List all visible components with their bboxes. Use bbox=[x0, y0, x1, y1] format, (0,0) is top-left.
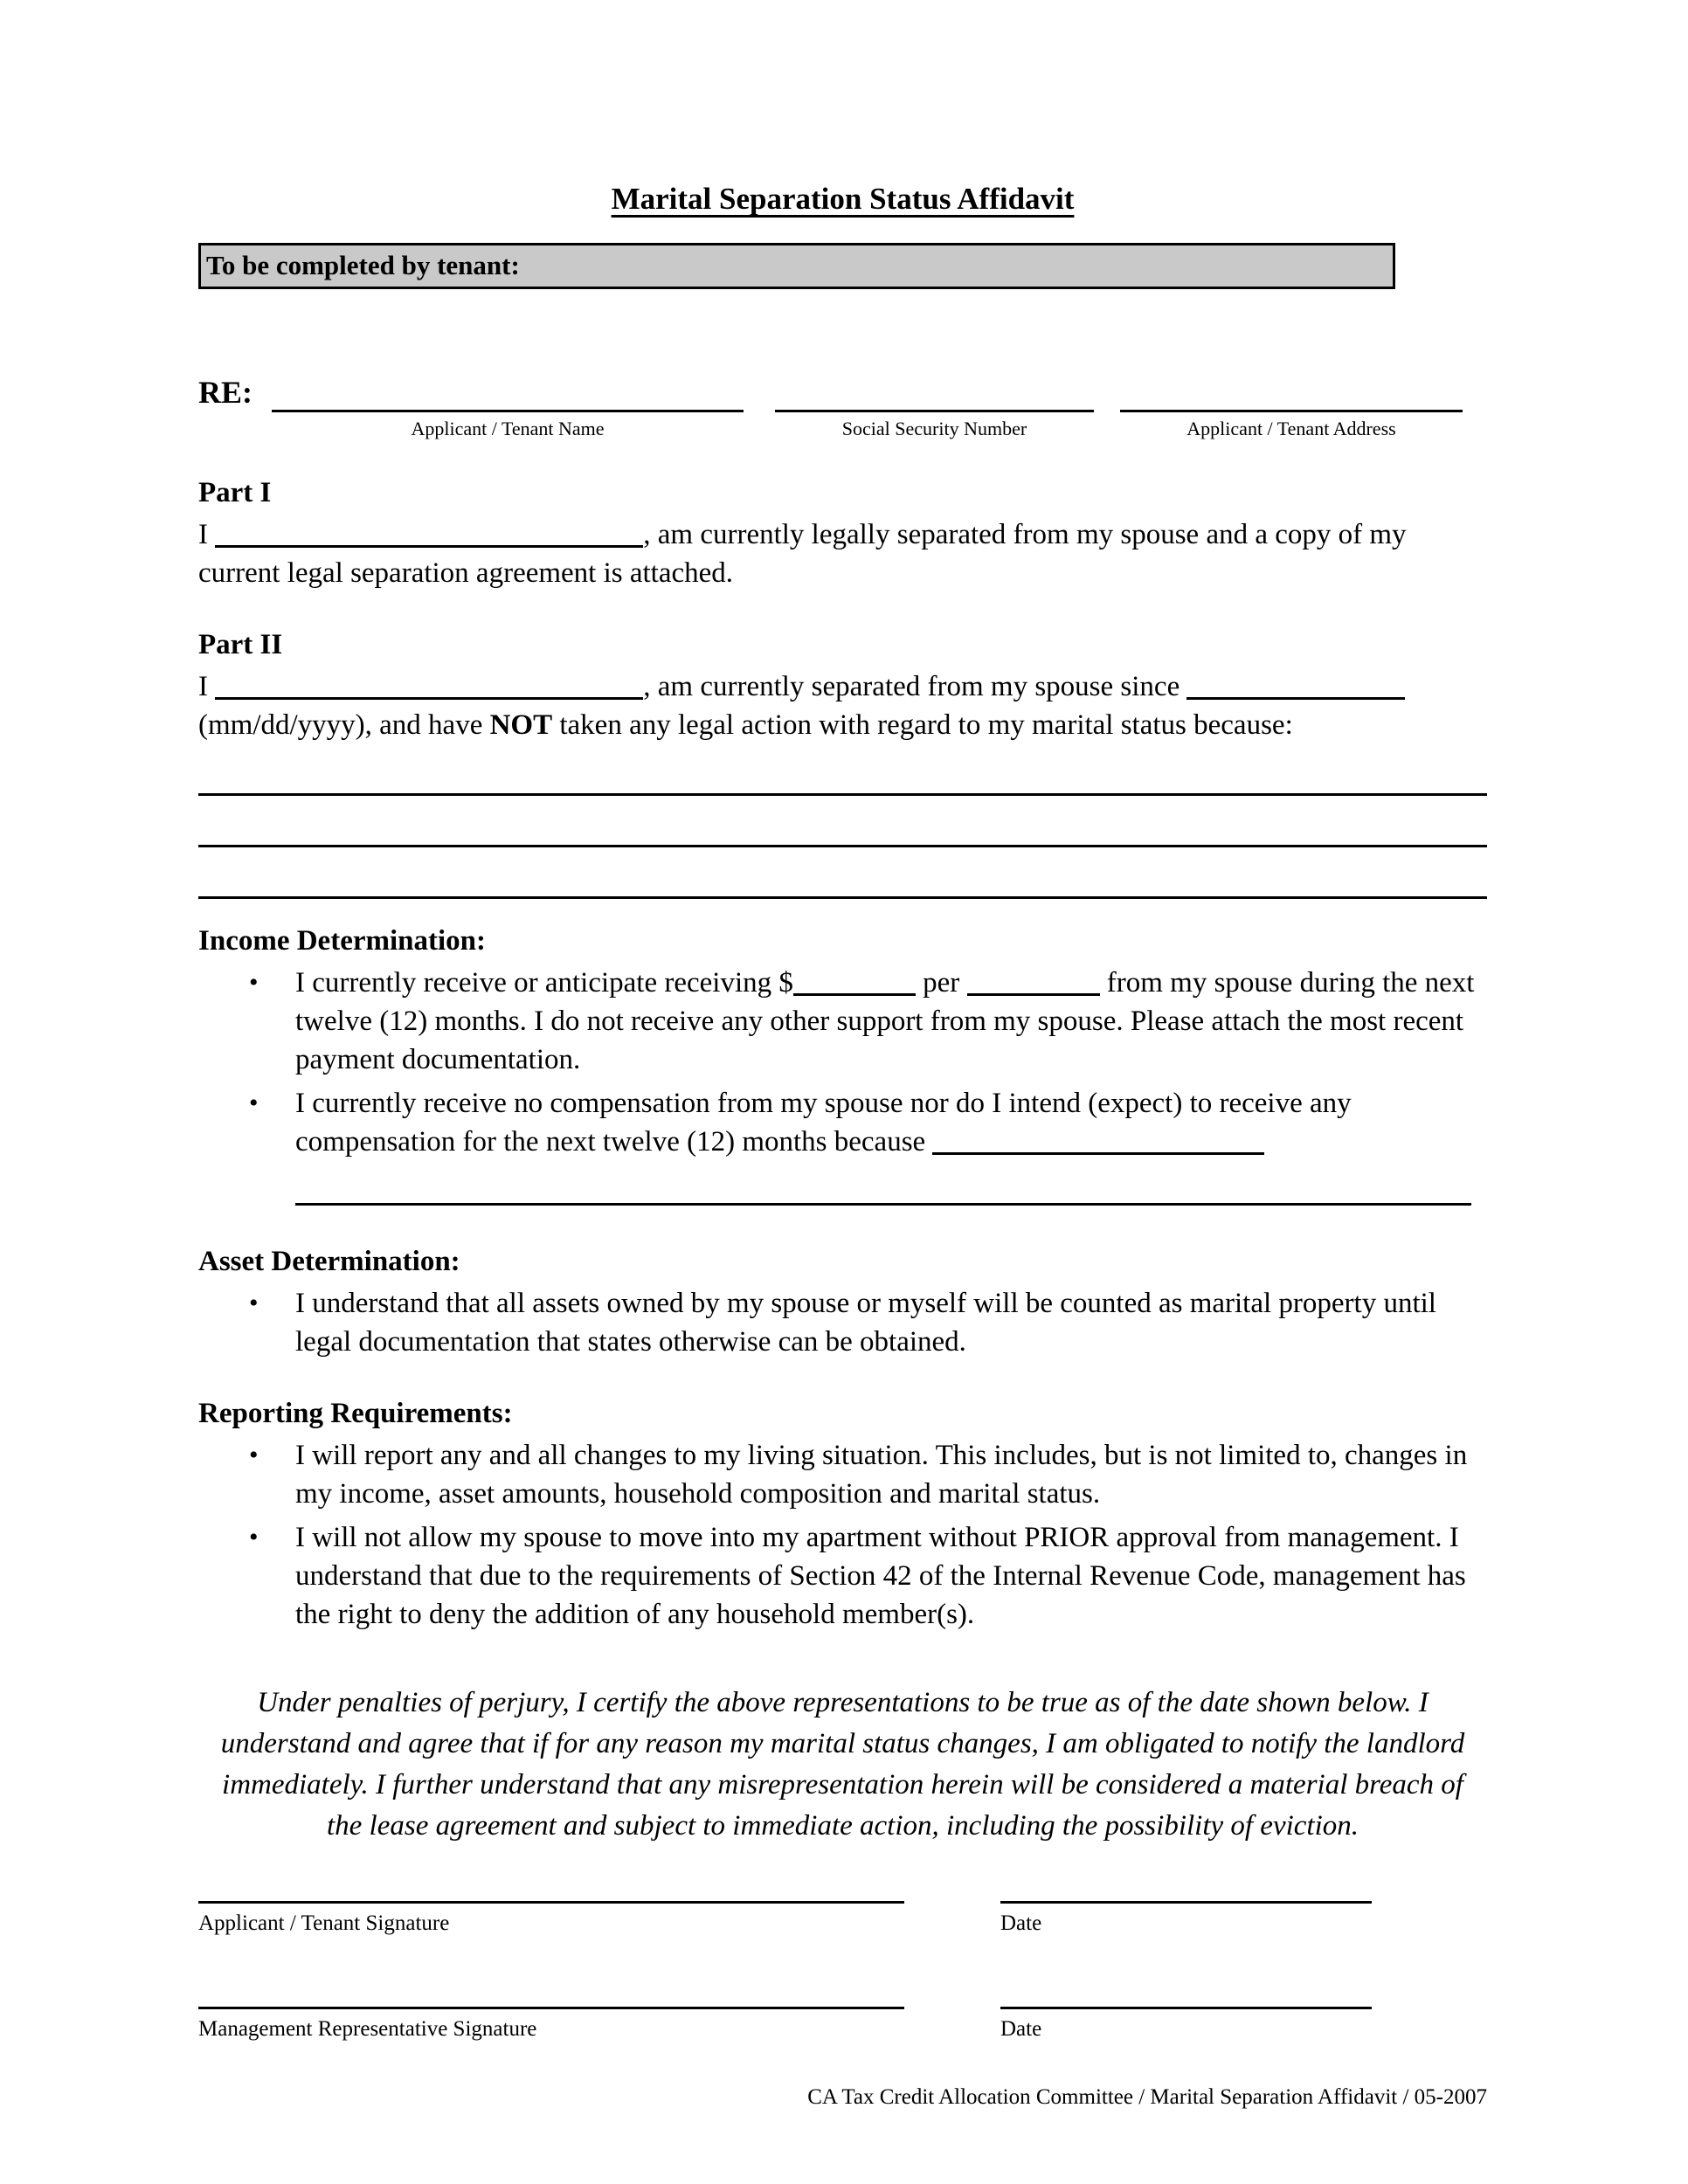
tenant-signature-row bbox=[198, 1901, 1487, 1937]
re-field-tenant-address bbox=[1120, 378, 1463, 440]
tenant-date-field bbox=[1000, 1901, 1372, 1937]
reporting-heading: Reporting Requirements: bbox=[198, 1398, 513, 1429]
part2-text: , am currently separated from my spouse since bbox=[643, 671, 1187, 702]
tenant-address-blank bbox=[1120, 378, 1463, 412]
page-title: Marital Separation Status Affidavit bbox=[611, 182, 1075, 216]
part2-text3: taken any legal action with regard to my marital status because: bbox=[552, 709, 1293, 741]
income-bullet-1 bbox=[198, 964, 1487, 1079]
reporting-bullet-2 bbox=[198, 1518, 1487, 1634]
writein-line-2 bbox=[198, 796, 1487, 847]
part2-since-blank bbox=[1186, 671, 1405, 700]
re-label: RE: bbox=[198, 375, 253, 410]
part2-writein-lines bbox=[198, 744, 1487, 899]
part1-text: , am currently legally separated from my spouse and a copy of my current legal separation agreement is attached. bbox=[198, 519, 1407, 589]
income-bullet-1-text bbox=[295, 964, 1487, 1079]
management-signature-field bbox=[198, 2007, 904, 2042]
income-bullet-2-text bbox=[295, 1084, 1487, 1161]
because-continuation-line bbox=[295, 1161, 1471, 1206]
writein-line-3 bbox=[198, 847, 1487, 899]
tenant-name-blank bbox=[272, 378, 744, 412]
part2-lead: I bbox=[198, 671, 216, 702]
income-bullet-2 bbox=[198, 1084, 1487, 1161]
part2-name-blank bbox=[215, 671, 643, 700]
tenant-date-line bbox=[1000, 1901, 1372, 1904]
management-signature-caption: Management Representative Signature bbox=[198, 2017, 537, 2041]
bullet-icon: • bbox=[249, 968, 259, 997]
bullet-icon: • bbox=[249, 1289, 259, 1317]
part2-not: NOT bbox=[489, 709, 553, 741]
part2-text2: (mm/dd/yyyy), and have bbox=[198, 709, 490, 741]
tenant-banner: To be completed by tenant: bbox=[198, 243, 1395, 289]
management-date-line bbox=[1000, 2007, 1372, 2009]
asset-bullet-1-text: I understand that all assets owned by my spouse or myself will be counted as marital property until legal documentation that states otherwise can be obtained. bbox=[295, 1288, 1436, 1358]
document-footer: CA Tax Credit Allocation Committee / Marital Separation Affidavit / 05-2007 bbox=[807, 2085, 1487, 2109]
re-field-ssn bbox=[775, 378, 1094, 440]
reporting-bullet-2-text: I will not allow my spouse to move into my apartment without PRIOR approval from management. I understand that due to the requirements of Section 42 of the Internal Revenue Code, management has the right to deny the addition of any household member(s). bbox=[295, 1522, 1466, 1630]
re-field-tenant-name bbox=[272, 378, 744, 440]
tenant-signature-field bbox=[198, 1901, 904, 1937]
ssn-blank bbox=[775, 378, 1094, 412]
bullet-icon: • bbox=[249, 1523, 259, 1552]
tenant-signature-caption: Applicant / Tenant Signature bbox=[198, 1911, 450, 1935]
tenant-date-caption: Date bbox=[1000, 1911, 1042, 1935]
re-section bbox=[198, 373, 1487, 440]
part1-lead: I bbox=[198, 519, 216, 550]
perjury-certification: Under penalties of perjury, I certify the above representations to be true as of the date shown below. I understand and agree that if for any reason my marital status changes, I am obligated to notify the landlord immediately. I further understand that any misrepresentation herein will be considered a material breach of the lease agreement and subject to immediate action, including the possibility of eviction. bbox=[220, 1687, 1465, 1842]
management-signature-line bbox=[198, 2007, 904, 2009]
part2-heading: Part II bbox=[198, 629, 283, 660]
asset-heading: Asset Determination: bbox=[198, 1246, 460, 1277]
because-blank bbox=[932, 1126, 1264, 1155]
management-date-caption: Date bbox=[1000, 2017, 1042, 2041]
tenant-address-caption: Applicant / Tenant Address bbox=[1186, 418, 1396, 439]
management-signature-row bbox=[198, 2007, 1487, 2042]
part2-paragraph bbox=[198, 667, 1487, 744]
part1-heading: Part I bbox=[198, 477, 272, 508]
tenant-name-caption: Applicant / Tenant Name bbox=[411, 418, 605, 439]
income-b1-seg3: from my spouse during the next twelve (12) months. I do not receive any other support from my spouse. Please attach the most recent payment documentation. bbox=[295, 967, 1475, 1075]
management-date-field bbox=[1000, 2007, 1372, 2042]
reporting-bullet-1 bbox=[198, 1436, 1487, 1513]
part1-name-blank bbox=[215, 519, 643, 548]
income-b2-seg1: I currently receive no compensation from my spouse nor do I intend (expect) to receive any compensation for the next twelve (12) months because bbox=[295, 1088, 1352, 1158]
bullet-icon: • bbox=[249, 1441, 259, 1469]
ssn-caption: Social Security Number bbox=[841, 418, 1027, 439]
tenant-signature-line bbox=[198, 1901, 904, 1904]
income-b1-seg2: per bbox=[915, 967, 967, 999]
reporting-bullet-1-text: I will report any and all changes to my living situation. This includes, but is not limited to, changes in my income, asset amounts, household composition and marital status. bbox=[295, 1440, 1468, 1510]
income-b1-seg1: I currently receive or anticipate receiving $ bbox=[295, 967, 793, 999]
asset-bullet-1 bbox=[198, 1284, 1487, 1361]
bullet-icon: • bbox=[249, 1089, 259, 1117]
writein-line-1 bbox=[198, 744, 1487, 796]
period-blank bbox=[967, 967, 1100, 996]
part1-paragraph bbox=[198, 515, 1487, 592]
amount-blank bbox=[793, 967, 916, 996]
income-heading: Income Determination: bbox=[198, 925, 487, 957]
